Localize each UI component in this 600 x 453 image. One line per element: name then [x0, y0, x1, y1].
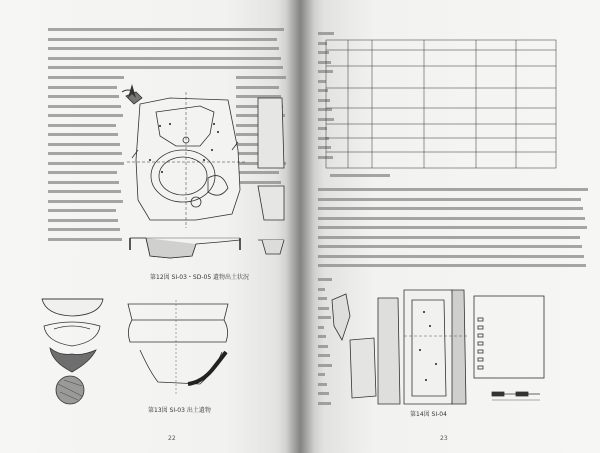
pit-section-drawing: [130, 238, 240, 258]
profile-drawing: [258, 98, 284, 254]
pit-plan-drawing: [404, 290, 468, 404]
vessel-drawing: [42, 299, 228, 404]
profile-drawing: [332, 294, 400, 404]
scale-bar: [492, 392, 540, 400]
figure-caption: 第12図 SI-03・SD-05 遺物出土状況: [150, 274, 250, 281]
page-number: 23: [440, 435, 448, 442]
figure-caption: 第13図 SI-03 出土遺物: [148, 407, 211, 414]
page-number: 22: [168, 435, 176, 442]
data-table: [326, 40, 556, 168]
legend-box: [474, 296, 544, 378]
figure-caption: 第14図 SI-04: [410, 411, 447, 418]
pit-plan-drawing: [127, 92, 247, 228]
